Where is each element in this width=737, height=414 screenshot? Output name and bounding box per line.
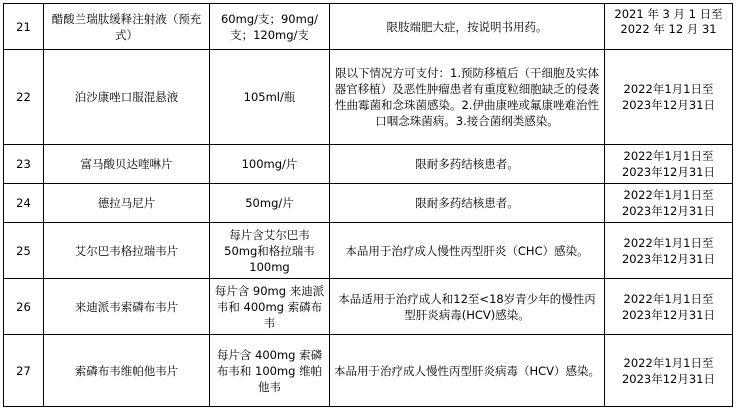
row-number: 27 <box>4 335 44 407</box>
table-row <box>4 145 733 184</box>
row-number: 26 <box>4 279 44 335</box>
table-row <box>4 184 733 223</box>
validity-start: 2022年1月1日至 <box>623 291 714 306</box>
validity-period <box>605 279 733 335</box>
drug-spec: 105ml/瓶 <box>210 50 330 145</box>
validity-end: 2023年12月31日 <box>621 307 716 322</box>
row-number: 21 <box>4 4 44 50</box>
drug-name: 富马酸贝达喹啉片 <box>44 145 210 184</box>
validity-end: 2023年12月31日 <box>621 165 716 179</box>
validity-end: 2022 年 12 月 31 <box>620 22 717 36</box>
payment-scope: 限耐多药结核患者。 <box>330 145 605 184</box>
drug-spec: 每片含 400mg 索磷布韦和 100mg 维帕他韦 <box>210 335 330 407</box>
drug-spec: 100mg/片 <box>210 145 330 184</box>
validity-period <box>605 4 733 50</box>
validity-start: 2022年1月1日至 <box>623 149 714 163</box>
drug-spec: 每片含 90mg 来迪派韦和 400mg 索磷布韦 <box>210 279 330 335</box>
validity-period <box>605 335 733 407</box>
drug-spec: 60mg/支；90mg/支；120mg/支 <box>210 4 330 50</box>
table-row <box>4 4 733 50</box>
row-number: 23 <box>4 145 44 184</box>
validity-period <box>605 145 733 184</box>
validity-period <box>605 184 733 223</box>
row-number: 25 <box>4 223 44 279</box>
validity-start: 2022年1月1日至 <box>623 235 714 250</box>
table-row <box>4 223 733 279</box>
validity-start: 2021 年 3 月 1 日至 <box>614 7 723 21</box>
payment-scope: 限耐多药结核患者。 <box>330 184 605 223</box>
payment-scope: 本品用于治疗成人慢性丙型肝炎病毒（HCV）感染。 <box>330 335 605 407</box>
drug-table <box>3 3 733 407</box>
row-number: 22 <box>4 50 44 145</box>
payment-scope: 本品适用于治疗成人和12至<18岁青少年的慢性丙型肝炎病毒(HCV)感染。 <box>330 279 605 335</box>
validity-end: 2023年12月31日 <box>621 98 716 112</box>
table-row <box>4 279 733 335</box>
drug-spec: 50mg/片 <box>210 184 330 223</box>
validity-period <box>605 223 733 279</box>
drug-name: 醋酸兰瑞肽缓释注射液（预充式） <box>44 4 210 50</box>
drug-name: 艾尔巴韦格拉瑞韦片 <box>44 223 210 279</box>
validity-end: 2023年12月31日 <box>621 251 716 266</box>
table-row <box>4 50 733 145</box>
payment-scope: 限以下情况方可支付：1.预防移植后（干细胞及实体器官移植）及恶性肿瘤患者有重度粒细胞缺乏的侵袭性曲霉菌和念珠菌感染。2.伊曲康唑或氟康唑难治性口咽念珠菌病。3.接合菌纲类感染。 <box>330 50 605 145</box>
validity-end: 2023年12月31日 <box>621 371 716 386</box>
validity-end: 2023年12月31日 <box>621 204 716 218</box>
table-row <box>4 335 733 407</box>
drug-name: 来迪派韦索磷布韦片 <box>44 279 210 335</box>
drug-name: 索磷布韦维帕他韦片 <box>44 335 210 407</box>
drug-name: 泊沙康唑口服混悬液 <box>44 50 210 145</box>
payment-scope: 本品用于治疗成人慢性丙型肝炎（CHC）感染。 <box>330 223 605 279</box>
drug-spec: 每片含艾尔巴韦50mg和格拉瑞韦100mg <box>210 223 330 279</box>
validity-start: 2022年1月1日至 <box>623 82 714 96</box>
validity-start: 2022年1月1日至 <box>623 355 714 370</box>
drug-name: 德拉马尼片 <box>44 184 210 223</box>
payment-scope: 限肢端肥大症，按说明书用药。 <box>330 4 605 50</box>
validity-start: 2022年1月1日至 <box>623 188 714 202</box>
validity-period <box>605 50 733 145</box>
row-number: 24 <box>4 184 44 223</box>
